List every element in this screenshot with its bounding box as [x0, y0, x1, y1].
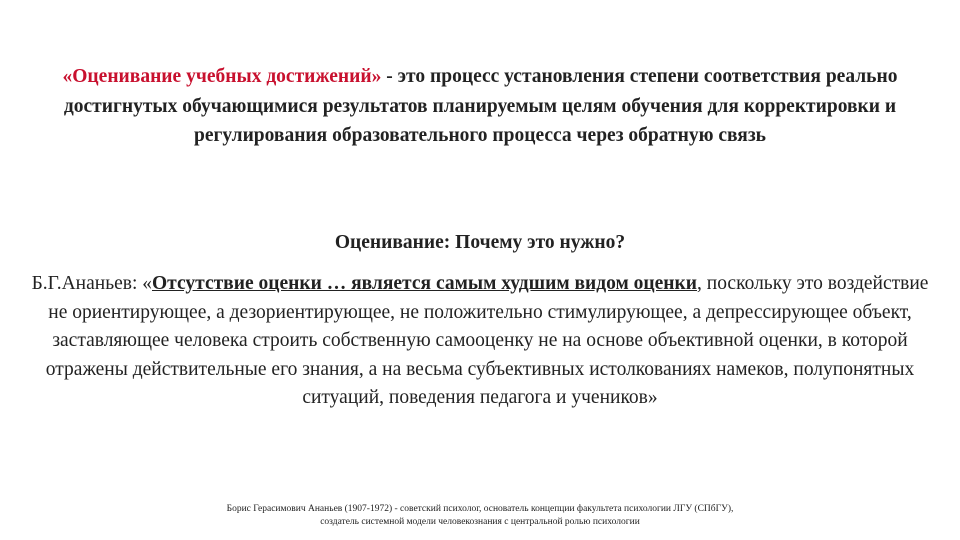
definition-term: «Оценивание учебных достижений» [62, 66, 382, 87]
definition-text: - это процесс установления степени соответствия реально достигнутых обучающимися результатов планируемым целям обучения для корректировки и регулирования образовательного процесса через обратную связь [63, 66, 898, 146]
quote-text: , поскольку это воздействие не ориентирующее, а дезориентирующее, не положительно стимулирующее, а депрессирующее объект, заставляющее человека строить собственную самооценку не на основе объективной оценки, в которой отражены действительные его знания, а на весьма субъективных истолкованиях намеков, полупонятных ситуаций, поведения педагога и учеников» [45, 273, 929, 408]
quote-lead: Б.Г.Ананьев: « [31, 273, 152, 294]
question-heading: Оценивание: Почему это нужно? [334, 232, 626, 253]
definition-paragraph [30, 62, 930, 151]
footnote [80, 503, 880, 529]
ananyev-quote [20, 270, 940, 413]
quote-emphasis: Отсутствие оценки … является самым худшим видом оценки [152, 273, 698, 294]
footnote-line-2: создатель системной модели человекознания с центральной ролью психологии [320, 517, 640, 527]
footnote-line-1: Борис Герасимович Ананьев (1907-1972) - советский психолог, основатель концепции факультета психологии ЛГУ (СПбГУ), [226, 504, 734, 514]
